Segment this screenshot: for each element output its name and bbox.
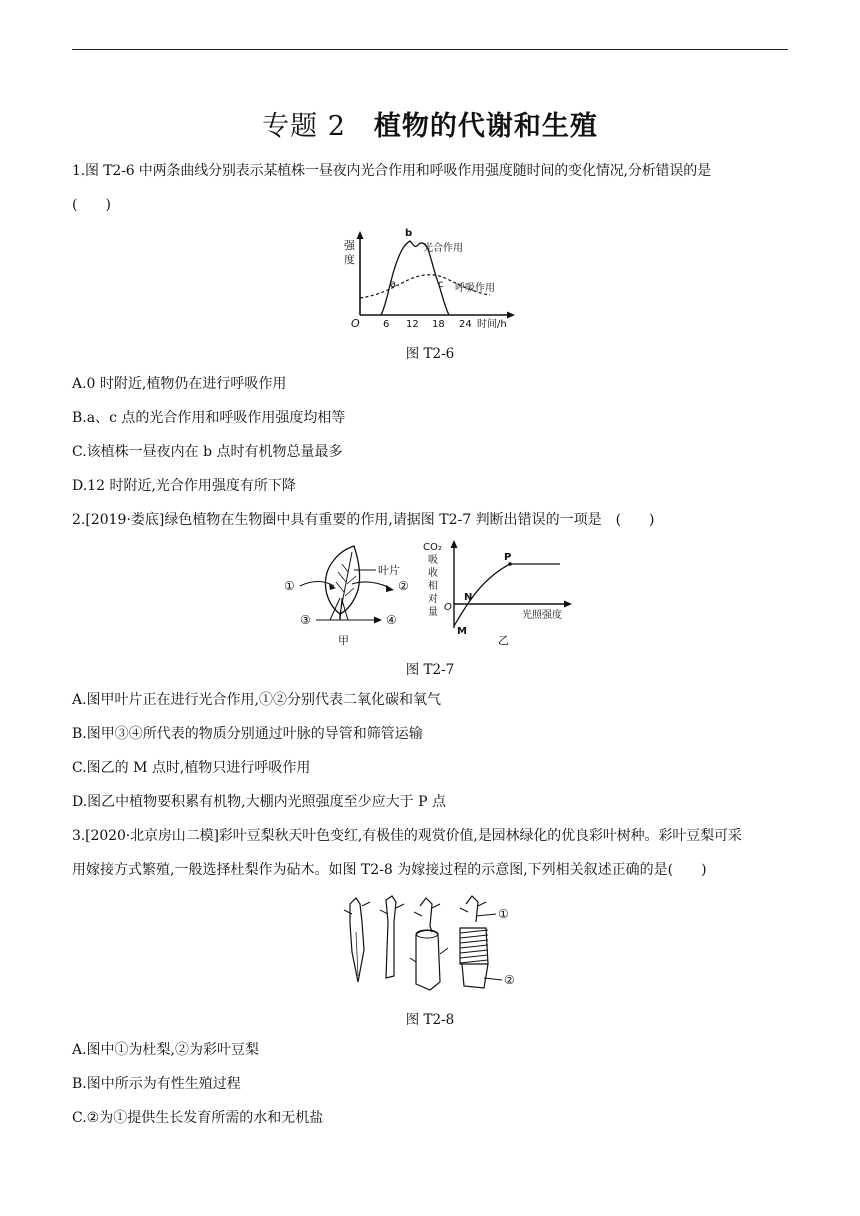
- q2-point-m: M: [457, 626, 467, 637]
- q2-origin: O: [444, 602, 452, 613]
- q1-xtick-24: 24: [459, 319, 472, 330]
- q1-stem-line2: ( ): [72, 197, 111, 213]
- q2-option-b: B.图甲③④所代表的物质分别通过叶脉的导管和筛管运输: [72, 726, 423, 742]
- q2-xlabel: 光照强度: [522, 610, 562, 621]
- q1-caption: 图 T2-6: [405, 346, 455, 362]
- q2-ylabel-2: 吸: [428, 555, 438, 566]
- q1-origin: O: [351, 317, 360, 330]
- q1-xtick-12: 12: [406, 319, 419, 330]
- figure-t2-8: [336, 892, 526, 996]
- q3-stem-line1: 3.[2020·北京房山二模]彩叶豆梨秋天叶色变红,有极佳的观赏价值,是园林绿化的优良彩叶树种。彩叶豆梨可采: [72, 828, 742, 844]
- q1-curve-photo-label: 光合作用: [423, 243, 463, 254]
- q1-xtick-18: 18: [432, 319, 445, 330]
- q3-option-b: B.图中所示为有性生殖过程: [72, 1076, 241, 1092]
- q1-point-a: a: [390, 279, 397, 290]
- q2-option-d: D.图乙中植物要积累有机物,大棚内光照强度至少应大于 P 点: [72, 794, 446, 810]
- q1-option-d: D.12 时附近,光合作用强度有所下降: [72, 478, 296, 494]
- num-1: ①: [284, 579, 295, 593]
- q2-caption: 图 T2-7: [405, 662, 455, 678]
- q3-stem-line2: 用嫁接方式繁殖,一般选择杜梨作为砧木。如图 T2-8 为嫁接过程的示意图,下列相关叙述正确的是( ): [72, 862, 707, 878]
- q2-stem: 2.[2019·娄底]绿色植物在生物圈中具有重要的作用,请据图 T2-7 判断出错误的一项是 ( ): [72, 512, 655, 528]
- q1-option-b: B.a、c 点的光合作用和呼吸作用强度均相等: [72, 410, 346, 426]
- q2-ylabel-5: 对: [428, 594, 438, 605]
- figure-t2-7-left: [278, 538, 418, 650]
- q2-option-c: C.图乙的 M 点时,植物只进行呼吸作用: [72, 760, 311, 776]
- q2-ylabel-co2: CO₂: [423, 542, 442, 553]
- q3-caption: 图 T2-8: [405, 1012, 455, 1028]
- q3-num-1: ①: [498, 907, 509, 921]
- q1-ylabel-2: 度: [344, 253, 355, 266]
- page-title: [0, 104, 860, 143]
- q3-option-a: A.图中①为杜梨,②为彩叶豆梨: [72, 1042, 260, 1058]
- top-rule: [72, 49, 788, 50]
- num-3: ③: [300, 613, 311, 627]
- q3-num-2: ②: [504, 973, 515, 987]
- figure-t2-7-right: [420, 536, 584, 650]
- q2-ylabel-3: 收: [428, 568, 438, 579]
- q1-xlabel: 时间/h: [477, 319, 507, 330]
- leaf-label: 叶片: [378, 564, 400, 577]
- q2-ylabel-6: 量: [428, 607, 438, 618]
- title-prefix: 专题 2: [262, 111, 346, 142]
- q1-option-c: C.该植株一昼夜内在 b 点时有机物总量最多: [72, 444, 343, 460]
- q3-option-c: C.②为①提供生长发育所需的水和无机盐: [72, 1110, 324, 1126]
- q1-curve-resp-label: 呼吸作用: [455, 283, 495, 294]
- title-main: 植物的代谢和生殖: [373, 111, 598, 142]
- q1-ylabel-1: 强: [344, 239, 355, 252]
- q2-point-n: N: [464, 592, 473, 603]
- q1-xtick-6: 6: [383, 319, 390, 330]
- q1-point-b: b: [405, 228, 413, 239]
- num-2: ②: [398, 579, 409, 593]
- q2-ylabel-4: 相: [428, 581, 438, 592]
- q1-stem-line1: 1.图 T2-6 中两条曲线分别表示某植株一昼夜内光合作用和呼吸作用强度随时间的变化情况,分析错误的是: [72, 163, 711, 179]
- leaf-shape: [325, 546, 359, 614]
- q1-option-a: A.0 时附近,植物仍在进行呼吸作用: [72, 376, 287, 392]
- q2-option-a: A.图甲叶片正在进行光合作用,①②分别代表二氧化碳和氧气: [72, 692, 442, 708]
- figure-left-label: 甲: [338, 634, 349, 647]
- q1-point-c: c: [438, 279, 444, 290]
- figure-t2-6: [335, 223, 535, 333]
- figure-right-label: 乙: [498, 634, 509, 647]
- num-4: ④: [386, 613, 397, 627]
- q2-point-p: P: [504, 552, 512, 563]
